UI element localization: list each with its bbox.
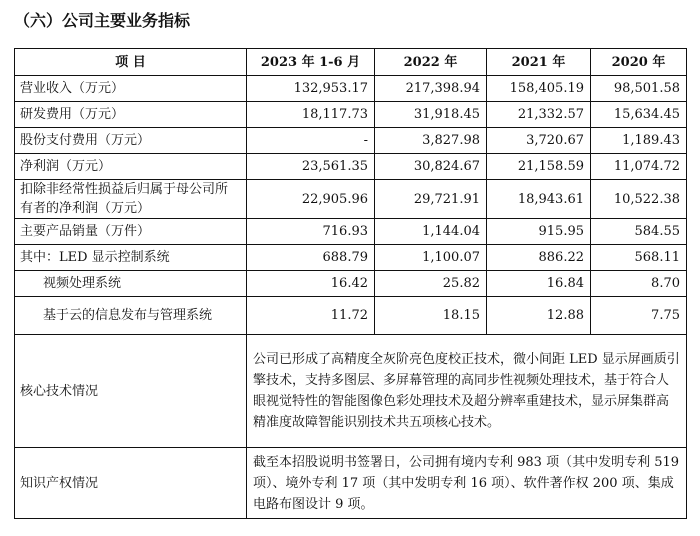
- ip-text: 截至本招股说明书签署日，公司拥有境内专利 983 项（其中发明专利 519 项）、境外专利 17 项（其中发明专利 16 项）、软件著作权 200 项、集成电路布图设计 9 项。: [247, 448, 687, 519]
- row-label: 视频处理系统: [15, 271, 247, 297]
- cell-value: 158,405.19: [487, 76, 591, 102]
- row-label: 研发费用（万元）: [15, 102, 247, 128]
- cell-value: 16.84: [487, 271, 591, 297]
- table-row: [15, 76, 687, 102]
- cell-value: 886.22: [487, 245, 591, 271]
- row-label: 其中：LED 显示控制系统: [15, 245, 247, 271]
- ip-row: [15, 448, 687, 519]
- row-label: 营业收入（万元）: [15, 76, 247, 102]
- cell-value: 25.82: [375, 271, 487, 297]
- cell-value: 18,943.61: [487, 180, 591, 219]
- table-row: [15, 128, 687, 154]
- header-2020: 2020 年: [591, 49, 687, 76]
- cell-value: -: [247, 128, 375, 154]
- cell-value: 12.88: [487, 297, 591, 335]
- section-heading: （六）公司主要业务指标: [14, 11, 191, 30]
- cell-value: 21,158.59: [487, 154, 591, 180]
- cell-value: 584.55: [591, 219, 687, 245]
- cell-value: 8.70: [591, 271, 687, 297]
- table-row: [15, 271, 687, 297]
- cell-value: 688.79: [247, 245, 375, 271]
- header-2021: 2021 年: [487, 49, 591, 76]
- table-header-row: [15, 49, 687, 76]
- cell-value: 1,189.43: [591, 128, 687, 154]
- cell-value: 18,117.73: [247, 102, 375, 128]
- cell-value: 21,332.57: [487, 102, 591, 128]
- header-2023h1: 2023 年 1-6 月: [247, 49, 375, 76]
- table-row: [15, 154, 687, 180]
- cell-value: 16.42: [247, 271, 375, 297]
- cell-value: 31,918.45: [375, 102, 487, 128]
- header-item: 项 目: [15, 49, 247, 76]
- row-label: 股份支付费用（万元）: [15, 128, 247, 154]
- cell-value: 98,501.58: [591, 76, 687, 102]
- table-row: [15, 180, 687, 219]
- cell-value: 22,905.96: [247, 180, 375, 219]
- cell-value: 3,827.98: [375, 128, 487, 154]
- business-indicators-table: [14, 48, 687, 519]
- table-row: [15, 219, 687, 245]
- cell-value: 1,144.04: [375, 219, 487, 245]
- cell-value: 7.75: [591, 297, 687, 335]
- core-tech-row: [15, 335, 687, 448]
- cell-value: 132,953.17: [247, 76, 375, 102]
- row-label: 扣除非经常性损益后归属于母公司所有者的净利润（万元）: [15, 180, 247, 219]
- cell-value: 11.72: [247, 297, 375, 335]
- cell-value: 11,074.72: [591, 154, 687, 180]
- core-tech-label: 核心技术情况: [15, 335, 247, 448]
- cell-value: 568.11: [591, 245, 687, 271]
- cell-value: 217,398.94: [375, 76, 487, 102]
- row-label: 基于云的信息发布与管理系统: [15, 297, 247, 335]
- cell-value: 30,824.67: [375, 154, 487, 180]
- table-row: [15, 297, 687, 335]
- cell-value: 23,561.35: [247, 154, 375, 180]
- cell-value: 15,634.45: [591, 102, 687, 128]
- cell-value: 10,522.38: [591, 180, 687, 219]
- table-row: [15, 245, 687, 271]
- table-row: [15, 102, 687, 128]
- cell-value: 716.93: [247, 219, 375, 245]
- cell-value: 1,100.07: [375, 245, 487, 271]
- cell-value: 915.95: [487, 219, 591, 245]
- row-label: 净利润（万元）: [15, 154, 247, 180]
- ip-label: 知识产权情况: [15, 448, 247, 519]
- core-tech-text: 公司已形成了高精度全灰阶亮色度校正技术，微小间距 LED 显示屏画质引擎技术，支持多图层、多屏幕管理的高同步性视频处理技术，基于符合人眼视觉特性的智能图像色彩处理技术及超分辨率重建技术，显示屏集群高精准度故障智能识别技术共五项核心技术。: [247, 335, 687, 448]
- cell-value: 3,720.67: [487, 128, 591, 154]
- cell-value: 29,721.91: [375, 180, 487, 219]
- row-label: 主要产品销量（万件）: [15, 219, 247, 245]
- header-2022: 2022 年: [375, 49, 487, 76]
- cell-value: 18.15: [375, 297, 487, 335]
